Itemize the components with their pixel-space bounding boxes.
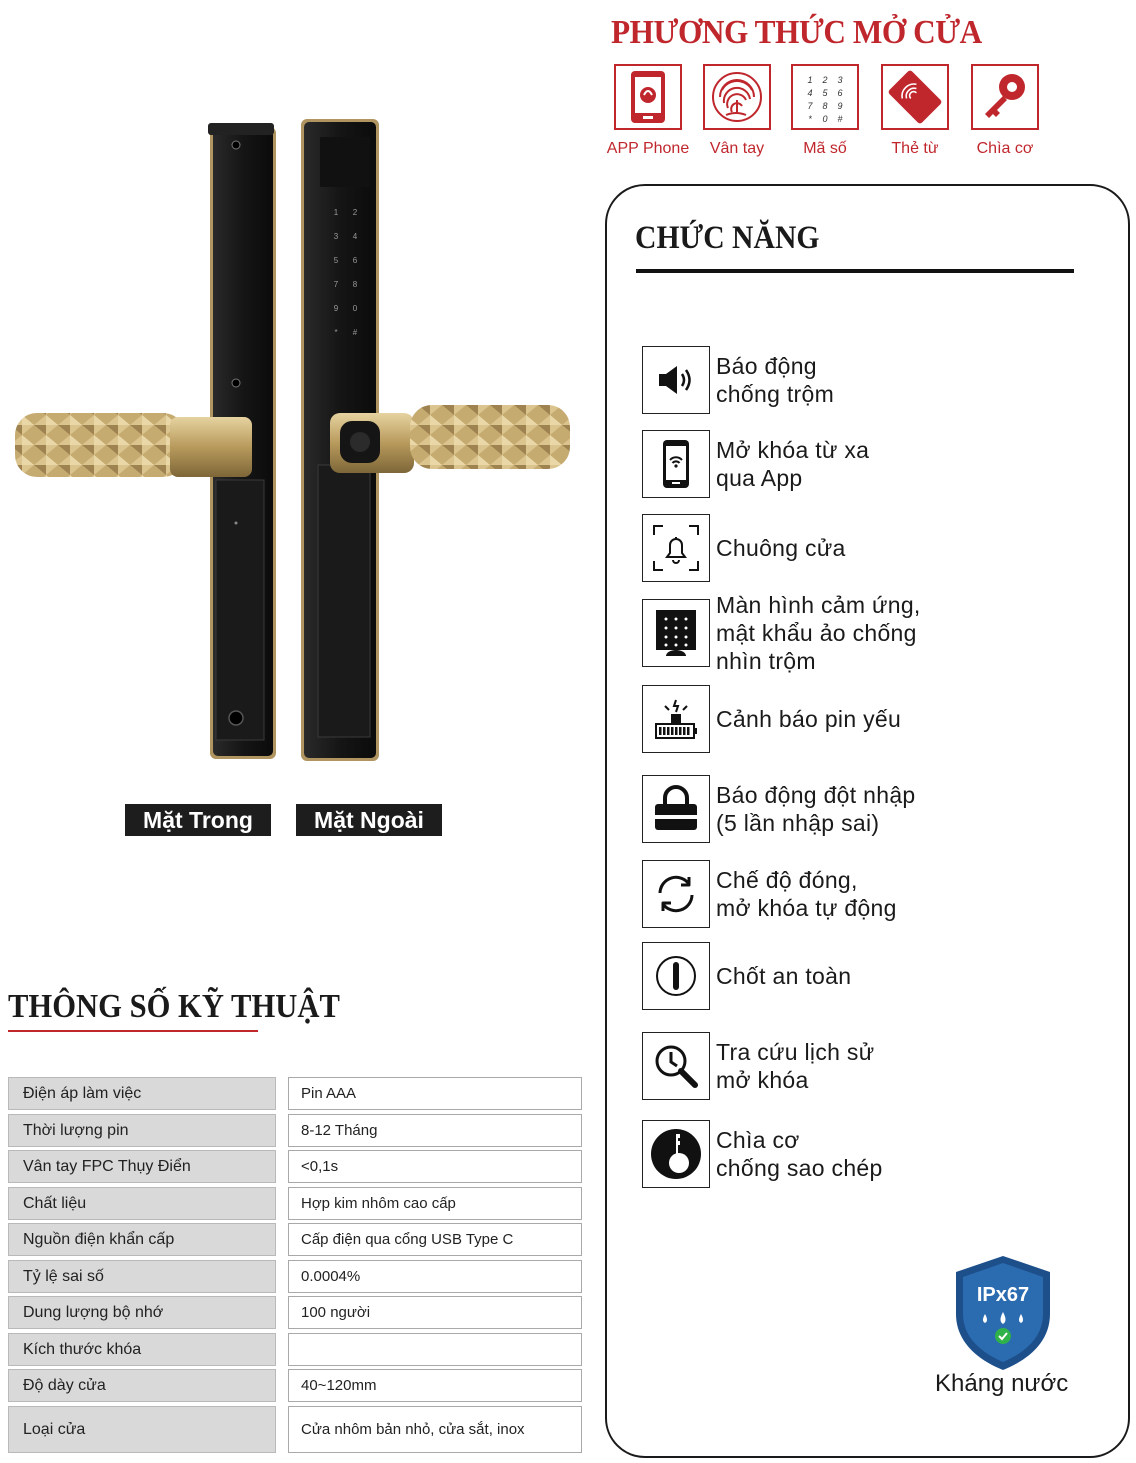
spec-key: Nguồn điện khẩn cấp	[8, 1223, 276, 1256]
method-rfid-card	[869, 64, 961, 158]
method-label: Mã số	[803, 140, 847, 157]
waterproof-shield-icon	[952, 1254, 1054, 1372]
ip-rating-text: IPx67	[976, 1284, 1030, 1306]
svg-text:6: 6	[352, 256, 358, 265]
svg-text:1: 1	[333, 208, 339, 217]
svg-text:2: 2	[352, 208, 358, 217]
feature-line: qua App	[716, 465, 803, 491]
svg-text:6: 6	[837, 88, 843, 98]
feature-line: Chìa cơ	[716, 1127, 800, 1153]
outer-face-label: Mặt Ngoài	[296, 804, 442, 836]
svg-text:#: #	[837, 114, 843, 124]
feature-line: mở khóa tự động	[716, 895, 897, 921]
svg-text:9: 9	[333, 304, 339, 313]
door-lock-product-image	[10, 115, 580, 775]
feature-remote-unlock-app	[642, 430, 1082, 498]
method-passcode	[779, 64, 871, 158]
spec-key: Tỷ lệ sai số	[8, 1260, 276, 1293]
key-icon	[971, 64, 1039, 130]
svg-text:3: 3	[837, 75, 843, 85]
svg-text:0: 0	[822, 114, 828, 124]
spec-value: 100 người	[288, 1296, 582, 1329]
svg-text:*: *	[334, 328, 338, 337]
svg-text:8: 8	[352, 280, 358, 289]
svg-text:3: 3	[333, 232, 339, 241]
spec-value: Hợp kim nhôm cao cấp	[288, 1187, 582, 1220]
inner-face-label: Mặt Trong	[125, 804, 271, 836]
feature-line: mật khẩu ảo chống	[716, 620, 917, 646]
unlock-methods-title: PHƯƠNG THỨC MỞ CỬA	[611, 14, 982, 51]
safety-latch-icon	[642, 942, 710, 1010]
svg-text:4: 4	[807, 88, 813, 98]
spec-value	[288, 1333, 582, 1366]
spec-value: 0.0004%	[288, 1260, 582, 1293]
svg-text:5: 5	[822, 88, 828, 98]
svg-text:7: 7	[333, 280, 339, 289]
method-label: Thẻ từ	[891, 140, 939, 157]
feature-line: (5 lần nhập sai)	[716, 810, 880, 836]
phone-wifi-icon	[642, 430, 710, 498]
spec-value: 40~120mm	[288, 1369, 582, 1402]
spec-value: <0,1s	[288, 1150, 582, 1183]
method-mechanical-key	[959, 64, 1051, 158]
spec-key: Thời lượng pin	[8, 1114, 276, 1147]
feature-line: nhìn trộm	[716, 648, 816, 674]
speaker-icon	[642, 346, 710, 414]
feature-line: Mở khóa từ xa	[716, 437, 870, 463]
spec-row-door-type	[8, 1406, 582, 1453]
features-title: CHỨC NĂNG	[635, 220, 820, 256]
spec-row-lock-size	[8, 1333, 582, 1366]
features-title-underline	[636, 269, 1074, 273]
feature-low-battery-warning	[642, 685, 1082, 753]
feature-line: Báo động	[716, 353, 817, 379]
specs-title-underline	[8, 1030, 258, 1032]
spec-row-voltage	[8, 1077, 582, 1110]
spec-key: Vân tay FPC Thụy Điển	[8, 1150, 276, 1183]
feature-line: Chốt an toàn	[716, 963, 852, 989]
phone-app-icon	[614, 64, 682, 130]
spec-key: Điện áp làm việc	[8, 1077, 276, 1110]
feature-line: chống trộm	[716, 381, 835, 407]
spec-key: Chất liệu	[8, 1187, 276, 1220]
svg-text:0: 0	[352, 304, 358, 313]
svg-text:4: 4	[352, 232, 358, 241]
feature-doorbell	[642, 514, 1082, 582]
spec-row-material	[8, 1187, 582, 1220]
touch-keypad-icon	[642, 599, 710, 667]
spec-key: Kích thước khóa	[8, 1333, 276, 1366]
rfid-card-icon	[881, 64, 949, 130]
spec-row-error-rate	[8, 1260, 582, 1293]
feature-unlock-history	[642, 1032, 1082, 1100]
anti-copy-key-icon	[642, 1120, 710, 1188]
feature-anti-theft-alarm	[642, 346, 1082, 414]
spec-key: Dung lượng bộ nhớ	[8, 1296, 276, 1329]
auto-cycle-icon	[642, 860, 710, 928]
padlock-icon	[642, 775, 710, 843]
feature-line: Tra cứu lịch sử	[716, 1039, 875, 1065]
feature-anti-copy-key	[642, 1120, 1082, 1188]
feature-line: Màn hình cảm ứng,	[716, 592, 921, 618]
specs-title: THÔNG SỐ KỸ THUẬT	[8, 988, 340, 1025]
svg-text:*: *	[808, 114, 812, 124]
feature-line: Chuông cửa	[716, 535, 846, 561]
feature-auto-lock-mode	[642, 860, 1082, 928]
svg-text:#: #	[352, 328, 358, 337]
spec-key: Loại cửa	[8, 1406, 276, 1453]
low-battery-icon	[642, 685, 710, 753]
method-label: APP Phone	[606, 140, 690, 157]
method-app-phone	[602, 64, 694, 158]
method-fingerprint	[691, 64, 783, 158]
svg-text:9: 9	[837, 101, 843, 111]
spec-value: Cửa nhôm bản nhỏ, cửa sắt, inox	[288, 1406, 582, 1453]
feature-intrusion-alarm	[642, 775, 1082, 843]
feature-touch-screen	[642, 592, 1082, 674]
svg-text:7: 7	[807, 101, 813, 111]
feature-line: Báo động đột nhập	[716, 782, 916, 808]
doorbell-icon	[642, 514, 710, 582]
spec-key: Độ dày cửa	[8, 1369, 276, 1402]
spec-value: 8-12 Tháng	[288, 1114, 582, 1147]
outer-face-lock	[301, 119, 570, 761]
fingerprint-icon	[703, 64, 771, 130]
spec-row-memory	[8, 1296, 582, 1329]
spec-row-emergency-power	[8, 1223, 582, 1256]
method-label: Vân tay	[709, 140, 765, 157]
feature-line: Chế độ đóng,	[716, 867, 858, 893]
keypad-icon	[791, 64, 859, 130]
spec-row-battery-life	[8, 1114, 582, 1147]
spec-row-fingerprint	[8, 1150, 582, 1183]
spec-row-door-thickness	[8, 1369, 582, 1402]
svg-text:1: 1	[807, 75, 813, 85]
feature-safety-latch	[642, 942, 1082, 1010]
svg-text:2: 2	[822, 75, 828, 85]
method-label: Chìa cơ	[976, 140, 1034, 157]
feature-line: Cảnh báo pin yếu	[716, 706, 902, 732]
waterproof-label: Kháng nước	[935, 1370, 1069, 1397]
svg-text:8: 8	[822, 101, 828, 111]
spec-value: Cấp điện qua cổng USB Type C	[288, 1223, 582, 1256]
history-search-icon	[642, 1032, 710, 1100]
spec-value: Pin AAA	[288, 1077, 582, 1110]
inner-face-lock	[15, 123, 276, 759]
feature-line: chống sao chép	[716, 1155, 883, 1181]
feature-line: mở khóa	[716, 1067, 809, 1093]
svg-text:5: 5	[333, 256, 339, 265]
